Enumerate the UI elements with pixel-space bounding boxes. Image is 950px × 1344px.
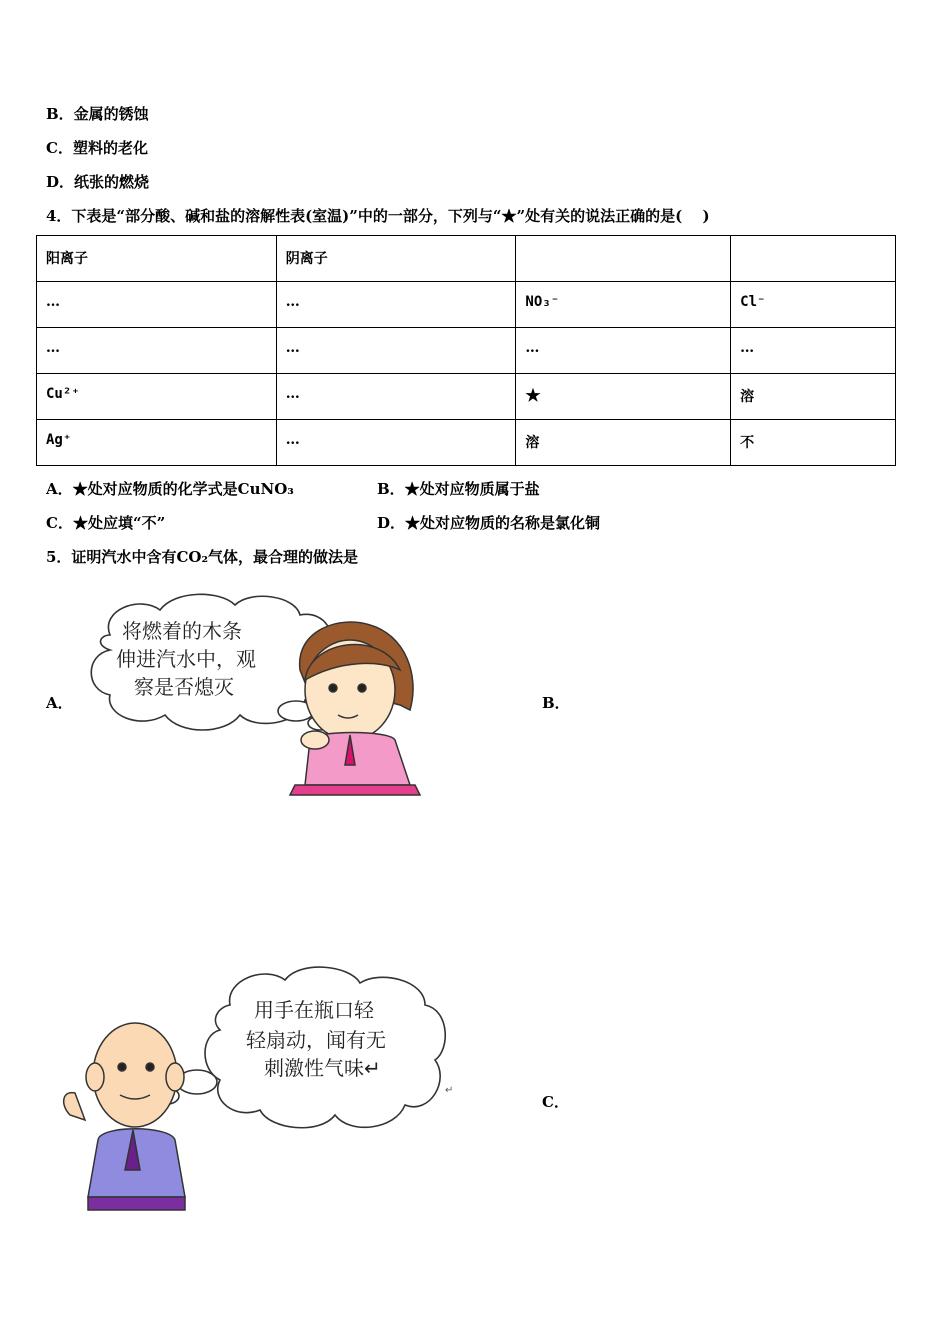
question-5-stem: 5．证明汽水中含有CO₂气体，最合理的做法是 (46, 548, 359, 566)
girl-thinking-illustration (80, 590, 430, 800)
table-cell: 溶 (516, 420, 731, 466)
prev-option-c: C．塑料的老化 (46, 139, 148, 157)
table-header-row (37, 236, 896, 282)
table-cell: … (276, 420, 516, 466)
question-4-stem: 4．下表是“部分酸、碱和盐的溶解性表(室温)”中的一部分，下列与“★”处有关的说法正确的是( ) (46, 207, 710, 225)
table-cell: … (516, 328, 731, 374)
q4-option-b: B．★处对应物质属于盐 (377, 480, 540, 498)
solubility-table (36, 235, 896, 466)
table-cell: … (37, 328, 277, 374)
table-cell: … (731, 328, 896, 374)
table-cell: 溶 (731, 374, 896, 420)
table-cell: Cl⁻ (731, 282, 896, 328)
girl-figure (290, 622, 420, 795)
old-man-thinking-illustration (40, 965, 460, 1215)
q5-label-c: C． (542, 1093, 569, 1111)
header-cation: 阳离子 (37, 236, 277, 282)
prev-option-d: D．纸张的燃烧 (46, 173, 150, 191)
table-row (37, 328, 896, 374)
return-mark: ↵ (445, 1085, 454, 1096)
bubble-b-line-3: 刺激性气味↵ (264, 1056, 381, 1080)
table-cell: 不 (731, 420, 896, 466)
q5-label-a: A． (46, 694, 73, 712)
table-cell: Cu²⁺ (37, 374, 277, 420)
q5-label-b: B． (542, 694, 570, 712)
table-cell: … (276, 282, 516, 328)
table-cell: … (276, 374, 516, 420)
table-cell: Ag⁺ (37, 420, 277, 466)
table-cell: … (37, 282, 277, 328)
table-row (37, 420, 896, 466)
q4-option-a: A．★处对应物质的化学式是CuNO₃ (46, 480, 294, 498)
bubble-b-line-1: 用手在瓶口轻 (254, 998, 374, 1022)
header-blank-2 (731, 236, 896, 282)
bubble-a-line-2: 伸进汽水中，观 (116, 647, 256, 671)
prev-option-b: B．金属的锈蚀 (46, 105, 149, 123)
old-man-figure (64, 1023, 185, 1210)
table-cell: NO₃⁻ (516, 282, 731, 328)
header-blank-1 (516, 236, 731, 282)
header-anion: 阴离子 (276, 236, 516, 282)
bubble-a-line-1: 将燃着的木条 (122, 619, 242, 643)
table-cell: … (276, 328, 516, 374)
table-row (37, 374, 896, 420)
bubble-b-line-2: 轻扇动，闻有无 (246, 1028, 386, 1052)
bubble-a-line-3: 察是否熄灭 (134, 675, 234, 699)
q4-option-c: C．★处应填“不” (46, 514, 166, 532)
q4-option-d: D．★处对应物质的名称是氯化铜 (377, 514, 601, 532)
table-row (37, 282, 896, 328)
table-cell-star: ★ (516, 374, 731, 420)
